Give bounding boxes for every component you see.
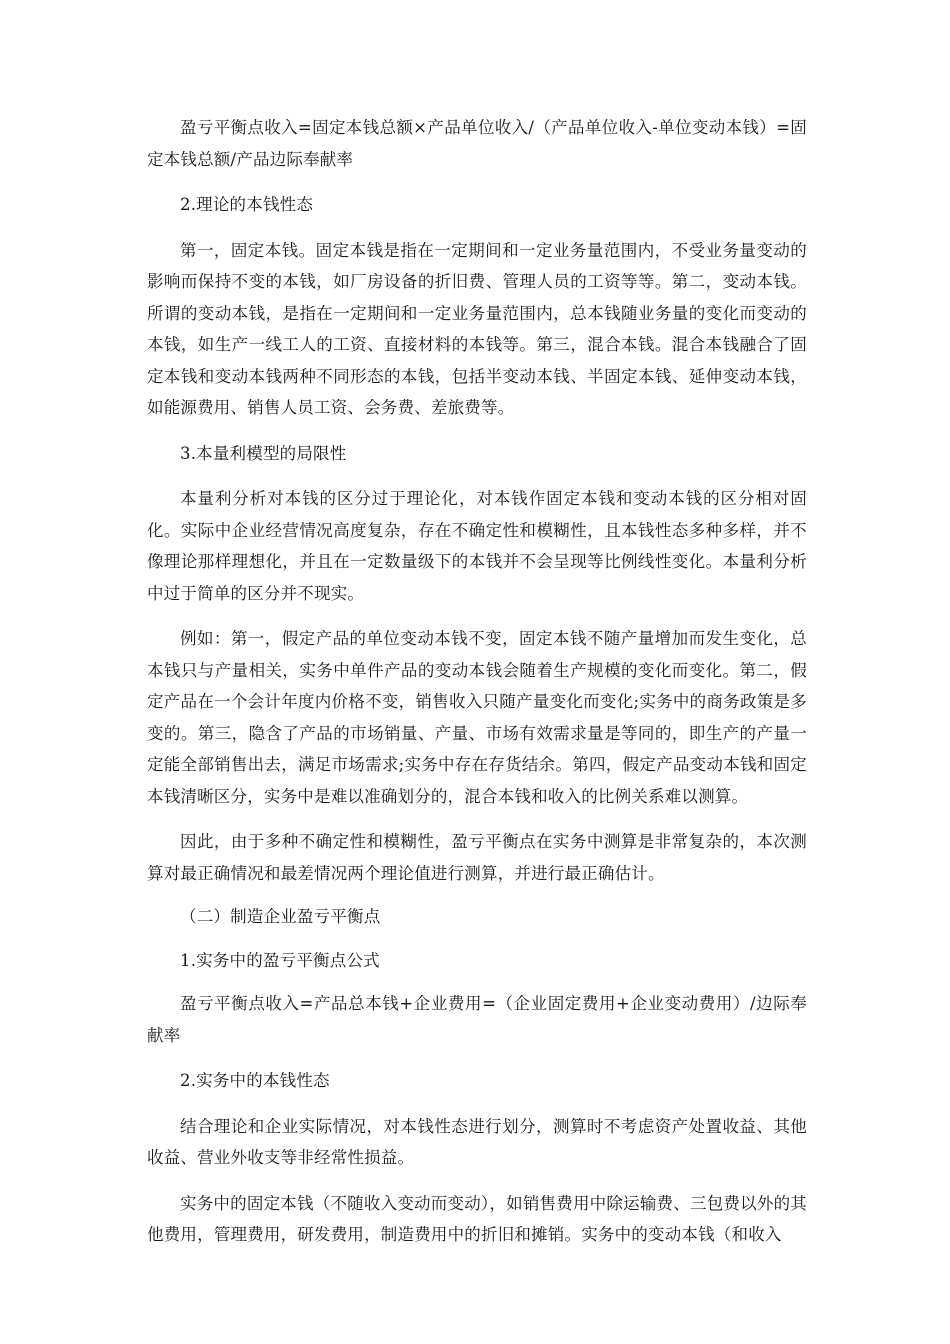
heading-manufacturing-breakeven: （二）制造企业盈亏平衡点 (180, 907, 381, 926)
document-page (147, 112, 807, 1251)
heading-practical-cost-behavior: 2.实务中的本钱性态 (180, 1071, 330, 1090)
heading-theory-cost-behavior: 2.理论的本钱性态 (180, 195, 314, 214)
paragraph-examples: 例如：第一，假定产品的单位变动本钱不变，固定本钱不随产量增加而发生变化，总本钱只与产量相关，实务中单件产品的变动本钱会随着生产规模的变化而变化。第二，假定产品在一个会计年度内价格不变，销售收入只随产量变化而变化;实务中的商务政策是多变的。第三，隐含了产品的市场销量、产量、市场有效需求量是等同的，即生产的产量一定能全部销售出去，满足市场需求;实务中存在存货结余。第四，假定产品变动本钱和固定本钱清晰区分，实务中是难以准确划分的，混合本钱和收入的比例关系难以测算。 (147, 629, 807, 806)
heading-practical-formula: 1.实务中的盈亏平衡点公式 (180, 950, 380, 970)
paragraph-fixed-costs: 实务中的固定本钱（不随收入变动而变动），如销售费用中除运输费、三包费以外的其他费用，管理费用，研发费用，制造费用中的折旧和摊销。实务中的变动本钱（和收入 (147, 1193, 807, 1244)
heading-cvp-limitations: 3.本量利模型的局限性 (180, 443, 347, 463)
paragraph-cost-types: 第一，固定本钱。固定本钱是指在一定期间和一定业务量范围内，不受业务量变动的影响而保持不变的本钱，如厂房设备的折旧费、管理人员的工资等等。第二，变动本钱。所谓的变动本钱，是指在一定期间和一定业务量范围内，总本钱随业务量的变化而变动的本钱，如生产一线工人的工资、直接材料的本钱等。第三，混合本钱。混合本钱融合了固定本钱和变动本钱两种不同形态的本钱，包括半变动本钱、半固定本钱、延伸变动本钱，如能源费用、销售人员工资、会务费、差旅费等。 (147, 240, 807, 417)
formula-paragraph-theory: 盈亏平衡点收入=固定本钱总额×产品单位收入/（产品单位收入-单位变动本钱）=固定本钱总额/产品边际奉献率 (147, 118, 807, 169)
paragraph-cvp-analysis: 本量利分析对本钱的区分过于理论化，对本钱作固定本钱和变动本钱的区分相对固化。实际中企业经营情况高度复杂，存在不确定性和模糊性，且本钱性态多种多样，并不像理论那样理想化，并且在一定数量级下的本钱并不会呈现等比例线性变化。本量利分析中过于简单的区分并不现实。 (147, 489, 807, 603)
formula-paragraph-practical: 盈亏平衡点收入=产品总本钱+企业费用=（企业固定费用+企业变动费用）/边际奉献率 (147, 994, 807, 1045)
paragraph-classification: 结合理论和企业实际情况，对本钱性态进行划分，测算时不考虑资产处置收益、其他收益、营业外收支等非经常性损益。 (147, 1116, 807, 1167)
paragraph-conclusion: 因此，由于多种不确定性和模糊性，盈亏平衡点在实务中测算是非常复杂的，本次测算对最正确情况和最差情况两个理论值进行测算，并进行最正确估计。 (147, 832, 807, 883)
